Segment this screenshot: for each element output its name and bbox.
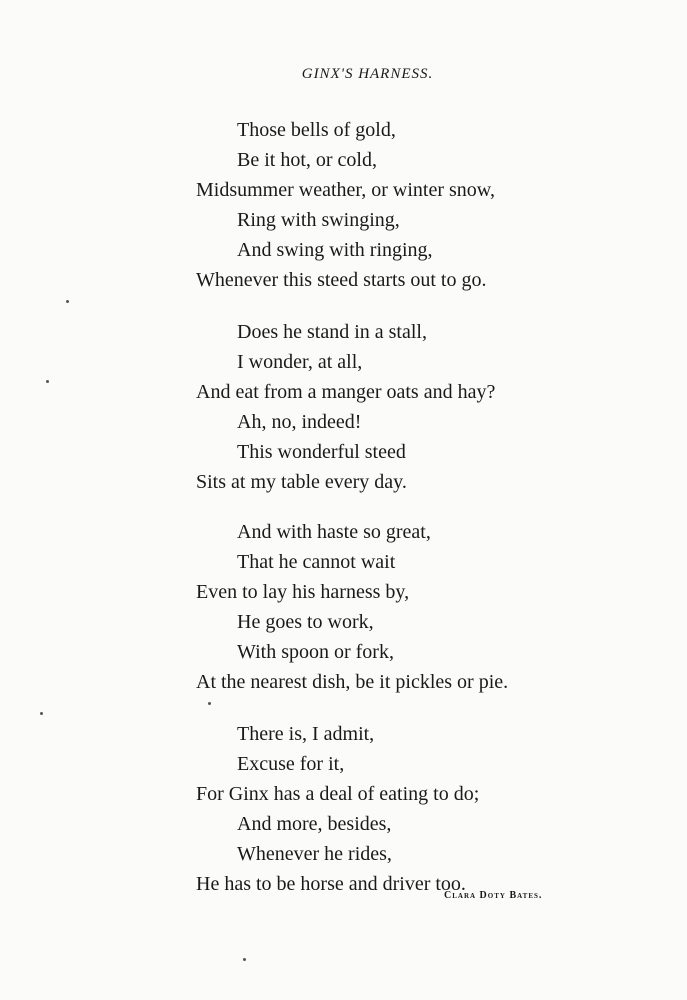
poem-line: Be it hot, or cold,	[237, 149, 377, 171]
poem-line: Excuse for it,	[237, 753, 345, 775]
scan-speck	[40, 712, 43, 715]
poem-line: That he cannot wait	[237, 551, 396, 573]
poem-line: Whenever he rides,	[237, 843, 392, 865]
poem-line: At the nearest dish, be it pickles or pie.	[196, 671, 509, 693]
poem-line: This wonderful steed	[237, 441, 406, 463]
poem-line: Sits at my table every day.	[196, 471, 407, 493]
poem-line: He has to be horse and driver too.	[196, 873, 466, 895]
poem-title: GINX'S HARNESS.	[301, 66, 434, 82]
author-attribution: Clara Doty Bates.	[444, 890, 543, 901]
poem-line: And more, besides,	[237, 813, 392, 835]
poem-line: And with haste so great,	[237, 521, 431, 543]
poem-line: Ring with swinging,	[237, 209, 400, 231]
poem-line: And swing with ringing,	[237, 239, 433, 261]
scan-speck	[208, 702, 211, 705]
poem-line: Those bells of gold,	[237, 119, 396, 141]
poem-line: Ah, no, indeed!	[237, 411, 362, 433]
poem-line: And eat from a manger oats and hay?	[196, 381, 496, 403]
poem-line: For Ginx has a deal of eating to do;	[196, 783, 480, 805]
poem-line: Midsummer weather, or winter snow,	[196, 179, 495, 201]
poem-line: With spoon or fork,	[237, 641, 394, 663]
scan-speck	[243, 958, 246, 961]
poem-line: Whenever this steed starts out to go.	[196, 269, 487, 291]
poem-line: I wonder, at all,	[237, 351, 363, 373]
scan-speck	[46, 380, 49, 383]
poem-line: He goes to work,	[237, 611, 374, 633]
poem-line: There is, I admit,	[237, 723, 375, 745]
poem-line: Does he stand in a stall,	[237, 321, 427, 343]
poem-line: Even to lay his harness by,	[196, 581, 410, 603]
scan-speck	[66, 300, 69, 303]
